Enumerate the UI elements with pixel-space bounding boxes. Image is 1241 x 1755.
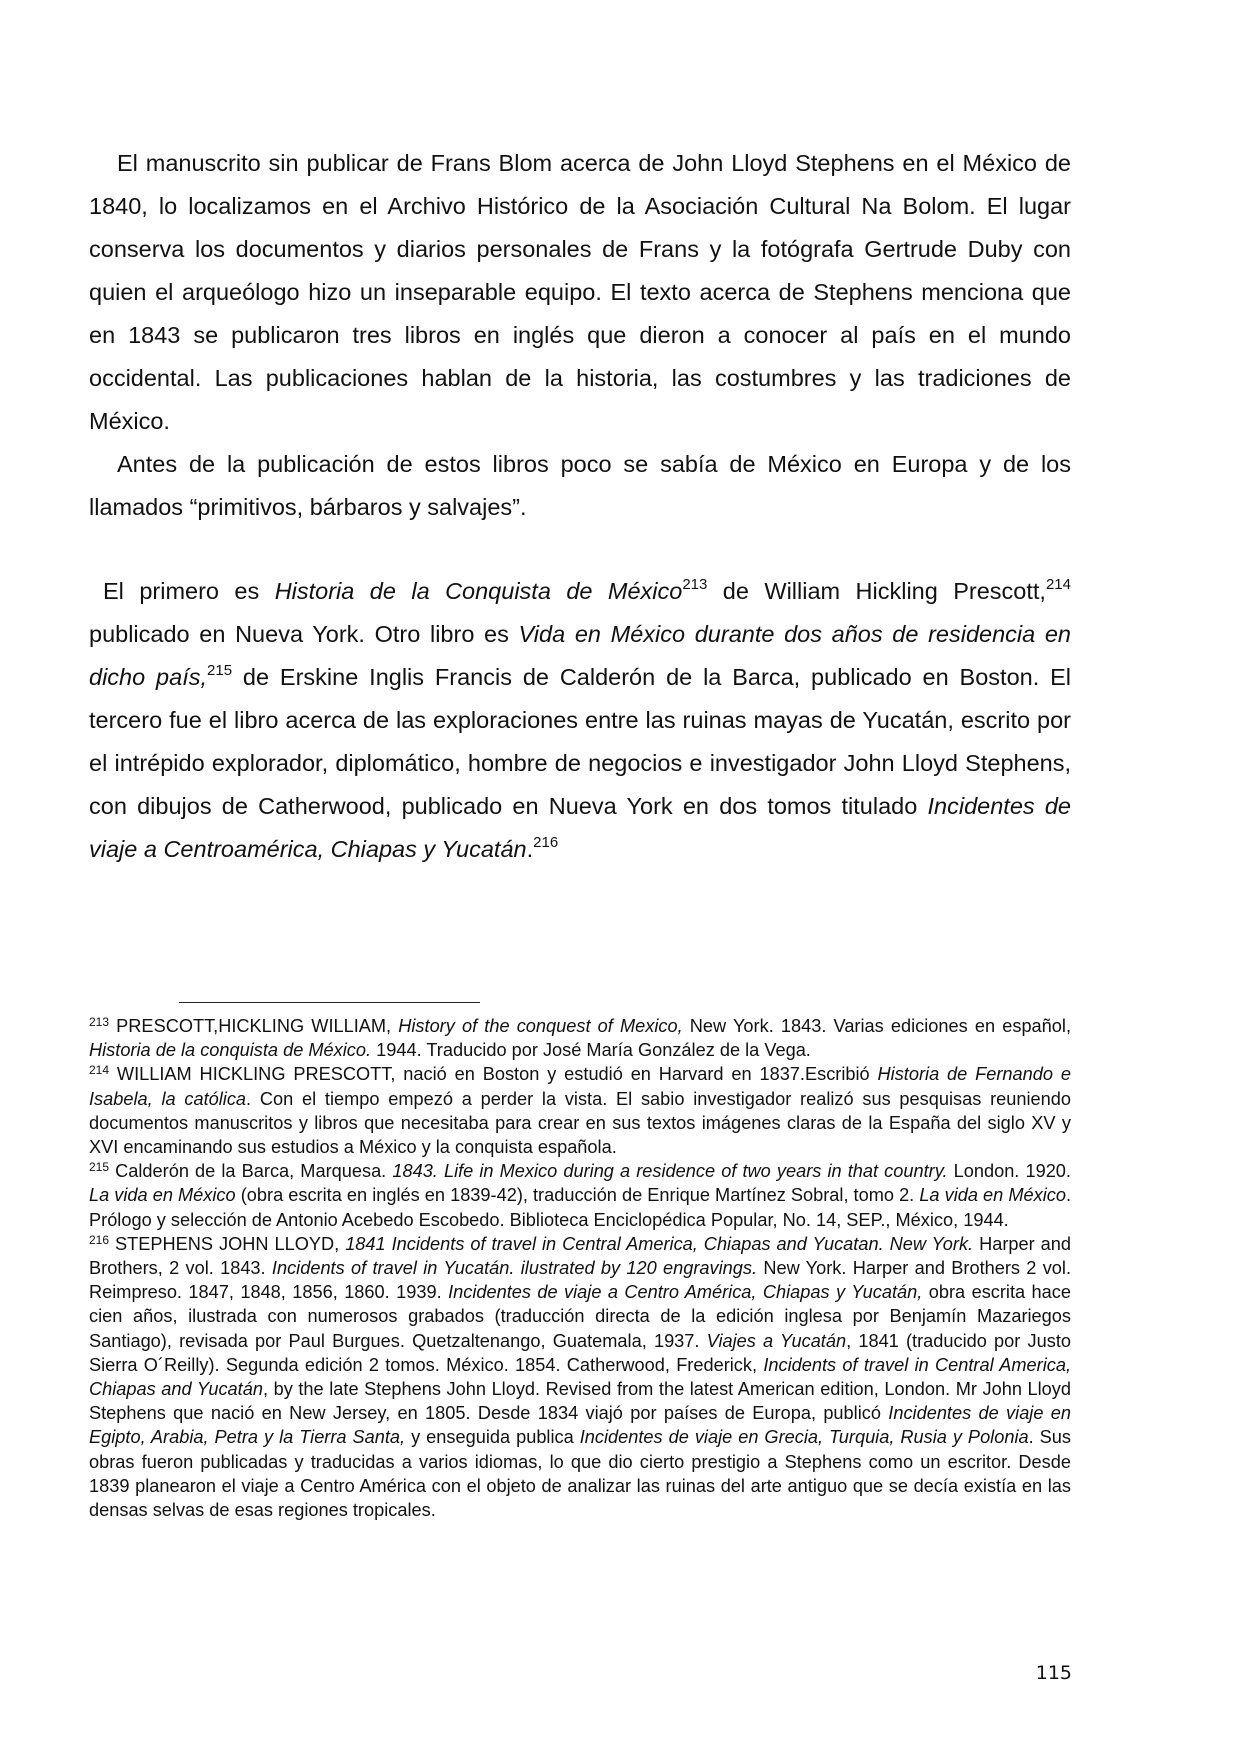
page-number: 115 xyxy=(1035,1662,1072,1684)
text-segment: de Erskine Inglis Francis de Calderón de la Barca, publicado en Boston. El tercero fue el libro acerca de las exploraciones entre las ruinas mayas de Yucatán, escrito por el intrépido explorador, diplomático, hombre de negocios e investigador John Lloyd Stephens, con dibujos de Catherwood, publicado en Nueva York en dos tomos titulado xyxy=(89,664,1072,819)
body-paragraph-3 xyxy=(89,570,1071,871)
footnote-title-italic: Incidentes de viaje a Centro América, Chiapas y Yucatán, xyxy=(448,1282,923,1303)
footnote-ref[interactable]: 213 xyxy=(682,576,708,593)
body-paragraph-2 xyxy=(89,443,1071,529)
body-paragraph-1 xyxy=(89,142,1071,443)
footnote-title-italic: 1841 Incidents of travel in Central America, Chiapas and Yucatan. New York. xyxy=(345,1233,974,1254)
footnote-text: Harper and Brothers, 2 vol. 1843. xyxy=(89,1233,1071,1279)
footnote-text: New York. 1843. Varias ediciones en español, xyxy=(682,1016,1071,1036)
footnote-number: 216 xyxy=(89,1232,110,1247)
footnote-text: . Sus obras fueron publicadas y traducidas a varios idiomas, lo que dio cierto prestigio a Stephens como un escritor. Desde 1839 planearon el viaje a Centro América con el objeto de analizar las ruinas del arte antiguo que se decía existía en las densas selvas de esas regiones tropicales. xyxy=(89,1427,1071,1521)
book-title-italic: Vida en México durante dos años de residencia en dicho país, xyxy=(89,621,1072,690)
footnote-title-italic: Incidents of travel in Central America, Chiapas and Yucatán xyxy=(89,1354,1071,1400)
text-segment: de William Hickling Prescott, xyxy=(707,578,1046,604)
footnote-text: (obra escrita en inglés en 1839-42), traducción de Enrique Martínez Sobral, tomo 2. xyxy=(235,1185,920,1206)
footnote-title-italic: History of the conquest of Mexico, xyxy=(398,1016,683,1036)
footnote-216 xyxy=(89,1232,1071,1522)
footnote-text: 1944. Traducido por José María González de la Vega. xyxy=(371,1040,811,1061)
footnote-text: obra escrita hace cien años, ilustrada con numerosos grabados (traducción directa de la edición inglesa por Benjamín Mazariegos Santiago), revisada por Paul Burgues. Quetzaltenango, Guatemala, 1937. xyxy=(89,1282,1072,1351)
footnote-ref[interactable]: 215 xyxy=(207,662,233,679)
paragraph-text: Antes de la publicación de estos libros poco se sabía de México en Europa y de los llamados “primitivos, bárbaros y salvajes”. xyxy=(89,451,1071,520)
text-segment: . xyxy=(526,836,534,862)
footnote-214 xyxy=(89,1062,1071,1159)
footnote-text: , 1841 (traducido por Justo Sierra O´Reilly). Segunda edición 2 tomos. México. 1854. Catherwood, Frederick, xyxy=(89,1330,1071,1375)
footnote-215 xyxy=(89,1159,1071,1232)
text-segment: El primero es xyxy=(103,578,275,604)
paragraph-text xyxy=(89,570,1071,871)
book-title-italic: Historia de la Conquista de México xyxy=(274,578,683,604)
footnote-title-italic: Incidentes de viaje en Grecia, Turquia, Rusia y Polonia xyxy=(579,1427,1029,1448)
footnote-title-italic: Historia de la conquista de México. xyxy=(89,1040,372,1061)
footnote-title-italic: 1843. Life in Mexico during a residence of two years in that country. xyxy=(392,1161,948,1182)
footnote-text: London. 1920. xyxy=(947,1161,1071,1182)
footnote-title-italic: Historia de Fernando e Isabela, la católica xyxy=(89,1064,1071,1109)
paragraph-text: El manuscrito sin publicar de Frans Blom acerca de John Lloyd Stephens en el México de 1840, lo localizamos en el Archivo Histórico de la Asociación Cultural Na Bolom. El lugar conserva los documentos y diarios personales de Frans y la fotógrafa Gertrude Duby con quien el arqueólogo hizo un inseparable equipo. El texto acerca de Stephens menciona que en 1843 se publicaron tres libros en inglés que dieron a conocer al país en el mundo occidental. Las publicaciones hablan de la historia, las costumbres y las tradiciones de México. xyxy=(89,150,1071,434)
footnote-title-italic: Incidentes de viaje en Egipto, Arabia, Petra y la Tierra Santa, xyxy=(89,1403,1072,1448)
footnote-title-italic: La vida en México xyxy=(919,1185,1066,1206)
footnote-text: . Con el tiempo empezó a perder la vista. El sabio investigador realizó sus pesquisas reuniendo documentos manuscritos y libros que necesitaba para crear en sus textos imágenes claras de la España del siglo XV y XVI encaminando sus estudios a México y la conquista española. xyxy=(89,1088,1071,1158)
footnote-text: Calderón de la Barca, Marquesa. xyxy=(109,1161,393,1182)
footnotes xyxy=(89,1014,1071,1522)
footnote-text: WILLIAM HICKLING PRESCOTT, nació en Boston y estudió en Harvard en 1837.Escribió xyxy=(109,1064,878,1085)
text-segment: publicado en Nueva York. Otro libro es xyxy=(89,621,519,647)
footnote-ref[interactable]: 216 xyxy=(533,834,559,851)
footnote-text: PRESCOTT,HICKLING WILLIAM, xyxy=(109,1016,399,1036)
footnote-title-italic: Viajes a Yucatán xyxy=(706,1330,847,1351)
book-title-italic: Incidentes de viaje a Centroamérica, Chiapas y Yucatán xyxy=(89,793,1071,862)
footnote-text: , by the late Stephens John Lloyd. Revised from the latest American edition, London. Mr John Lloyd Stephens que nació en New Jersey, en 1805. Desde 1834 viajó por países de Europa, publicó xyxy=(89,1379,1071,1424)
footnote-title-italic: Incidents of travel in Yucatán. ilustrated by 120 engravings. xyxy=(271,1258,758,1279)
footnote-text: New York. Harper and Brothers 2 vol. Reimpreso. 1847, 1848, 1856, 1860. 1939. xyxy=(89,1258,1072,1303)
footnote-ref[interactable]: 214 xyxy=(1045,576,1071,593)
footnote-text: . Prólogo y selección de Antonio Acebedo Escobedo. Biblioteca Enciclopédica Popular, No. 14, SEP., México, 1944. xyxy=(89,1185,1072,1230)
footnote-separator xyxy=(179,1002,480,1003)
footnote-213 xyxy=(89,1014,1071,1062)
footnote-title-italic: La vida en México xyxy=(89,1185,236,1206)
footnote-number: 215 xyxy=(89,1160,110,1175)
footnote-text: y enseguida publica xyxy=(405,1427,580,1448)
footnote-text: STEPHENS JOHN LLOYD, xyxy=(109,1233,346,1254)
footnote-number: 214 xyxy=(89,1063,110,1078)
footnote-number: 213 xyxy=(89,1015,110,1029)
